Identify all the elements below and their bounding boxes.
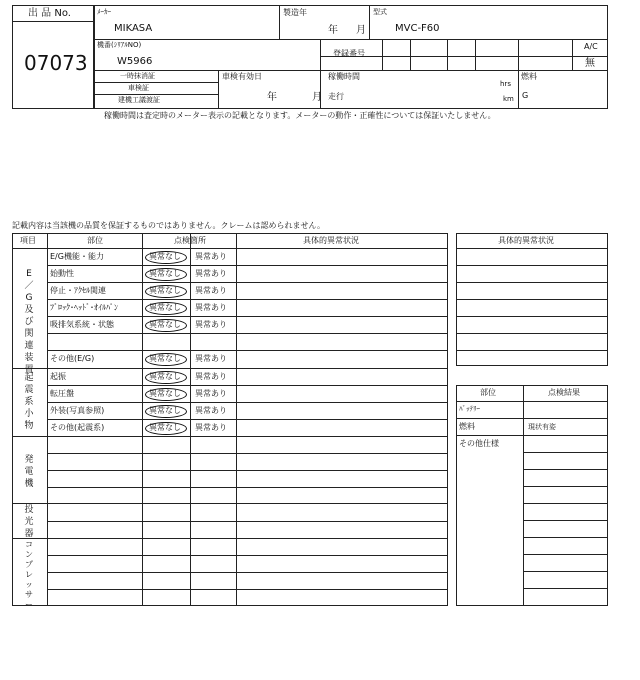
abnormal-status: 異常あり	[195, 423, 227, 432]
inspection-year: 年	[267, 92, 277, 103]
mileage-label: 走行	[328, 92, 344, 101]
model-label: 型式	[373, 8, 387, 16]
group-label-vibration: 起震系小物	[24, 373, 34, 431]
row-part: 外装(写真参照)	[50, 406, 105, 415]
normal-status: 異常なし	[149, 269, 181, 278]
inspection-month: 月	[312, 92, 322, 103]
col-part-header: 部位	[87, 236, 103, 245]
machine-cert-label: 建機工議渡証	[118, 96, 160, 104]
row-part: 吸排気系統・状態	[50, 320, 114, 329]
inspection-label: 車検有効日	[222, 72, 262, 81]
serial-label: 機番(ｼﾘｱﾙNO)	[97, 41, 142, 49]
normal-status: 異常なし	[149, 423, 181, 432]
result-row-value: 現状有姿	[528, 423, 556, 431]
note-disclaimer: 記載内容は当該機の品質を保証するものではありません。クレームは認められません。	[12, 221, 325, 230]
fuel-value: G	[522, 91, 529, 100]
col-item-header: 項目	[20, 236, 36, 245]
result-row-part: その他仕様	[459, 439, 499, 448]
product-no-label: 出 品 No.	[28, 8, 71, 19]
abnormal-status: 異常あり	[195, 269, 227, 278]
maker-value: MIKASA	[114, 23, 153, 34]
month-unit: 月	[356, 25, 366, 36]
year-label: 製造年	[283, 8, 307, 17]
result-col-part-header: 部位	[480, 388, 496, 397]
col-check-header: 点検箇所	[174, 236, 206, 245]
row-part: 始動性	[50, 269, 74, 278]
normal-status: 異常なし	[149, 406, 181, 415]
row-part: 停止・ｱｸｾﾙ関連	[50, 286, 106, 295]
normal-status: 異常なし	[149, 303, 181, 312]
normal-status: 異常なし	[149, 320, 181, 329]
side-col-detail-header: 具体的異常状況	[498, 236, 554, 245]
normal-status: 異常なし	[149, 252, 181, 261]
hrs-unit: hrs	[500, 80, 511, 88]
result-row-part: ﾊﾞｯﾃﾘｰ	[459, 405, 480, 413]
model-value: MVC-F60	[395, 23, 440, 34]
group-label-generator: 発電機	[24, 455, 34, 489]
reg-label: 登録番号	[333, 49, 365, 58]
note-top: 稼働時間は査定時のメーター表示の記載となります。メーターの動作・正確性については保証いたしません。	[104, 111, 496, 120]
temp-pass-label: 一時抹消証	[120, 72, 155, 80]
group-label-light: 投光器	[24, 505, 34, 539]
abnormal-status: 異常あり	[195, 252, 227, 261]
group-label-engine: E／G及び関連装置	[24, 269, 34, 375]
abnormal-status: 異常あり	[195, 406, 227, 415]
serial-value: W5966	[117, 56, 153, 67]
row-part: その他(E/G)	[50, 354, 95, 363]
normal-status: 異常なし	[149, 286, 181, 295]
result-row-part: 燃料	[459, 422, 475, 431]
row-part: E/G機能・能力	[50, 252, 104, 261]
abnormal-status: 異常あり	[195, 389, 227, 398]
fuel-label: 燃料	[521, 72, 537, 81]
normal-status: 異常なし	[149, 354, 181, 363]
year-unit: 年	[328, 25, 338, 36]
km-unit: km	[503, 95, 514, 103]
vehicle-cert-label: 車検証	[128, 84, 149, 92]
normal-status: 異常なし	[149, 372, 181, 381]
abnormal-status: 異常あり	[195, 286, 227, 295]
product-no: 07073	[24, 51, 88, 75]
abnormal-status: 異常あり	[195, 320, 227, 329]
row-part: 転圧盤	[50, 389, 74, 398]
op-hours-label: 稼働時間	[328, 72, 360, 81]
ac-label: A/C	[584, 42, 598, 51]
col-detail-header: 具体的異常状況	[303, 236, 359, 245]
abnormal-status: 異常あり	[195, 303, 227, 312]
row-part: ﾌﾞﾛｯｸ･ﾍｯﾄﾞ･ｵｲﾙﾊﾟﾝ	[50, 303, 118, 312]
maker-label: ﾒｰｶｰ	[97, 8, 111, 16]
row-part: 起振	[50, 372, 66, 381]
ac-value: 無	[585, 58, 595, 69]
group-label-compressor: コンプレッサー	[25, 540, 33, 609]
abnormal-status: 異常あり	[195, 354, 227, 363]
row-part: その他(起震系)	[50, 423, 105, 432]
result-col-result-header: 点検結果	[548, 388, 580, 397]
normal-status: 異常なし	[149, 389, 181, 398]
abnormal-status: 異常あり	[195, 372, 227, 381]
